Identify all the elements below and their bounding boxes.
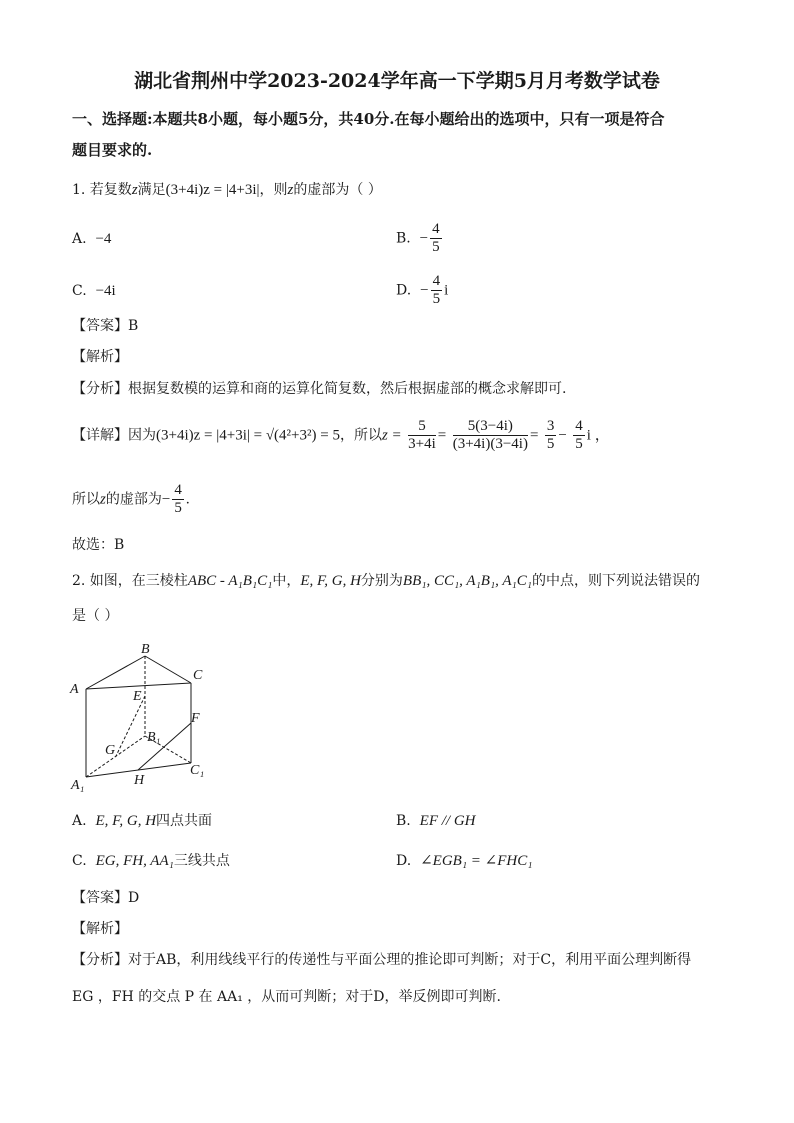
conclusion-sign: − (161, 491, 171, 508)
edge-a1b1 (86, 736, 145, 777)
q1-detail: 【详解】因为(3+4i)z = |4+3i| = √(4²+3²) = 5，所以z = $\frac{5}{3+4i}$ = $\frac{5(3-4i)}{(3+4i)(3-4i)}$ = $\frac{3}{5}$ − $\frac{4}{5}$ i ， (72, 418, 610, 452)
label-a1: A₁ (71, 778, 85, 793)
question-1-stem (72, 180, 382, 200)
option-math: EF // GH (419, 813, 476, 829)
option-label: A. (72, 231, 87, 247)
q2-points: E, F, G, H (300, 573, 361, 589)
q2-option-a[interactable] (72, 811, 212, 831)
q1-option-b[interactable] (396, 221, 444, 256)
q2-prism: ABC - A₁B₁C₁ (187, 573, 273, 589)
label-e: E (133, 689, 142, 704)
option-label: D. (396, 282, 412, 299)
q2-analysis-head: 【解析】 (72, 921, 128, 937)
label-h: H (134, 773, 145, 788)
q1-var: z (131, 182, 138, 198)
detail-z: z = (381, 427, 402, 444)
q1-suffix-b: 的虚部为（ ） (293, 182, 382, 198)
q1-option-c[interactable] (72, 281, 116, 301)
q2-mid2: 分别为 (360, 573, 403, 589)
q2-stem-cont: 是（ ） (72, 608, 119, 624)
detail-so: ，所以 (339, 427, 382, 444)
q2-mid: 中， (272, 573, 301, 589)
option-text: 四点共面 (156, 813, 213, 829)
q1-option-d[interactable] (396, 273, 448, 308)
detail-tail: i ， (586, 427, 610, 444)
q1-option-a[interactable] (72, 229, 111, 249)
conclusion-text: 所以 (72, 491, 100, 508)
page-title: 湖北省荆州中学2023-2024学年高一下学期5月月考数学试卷 (134, 70, 660, 92)
label-c: C (193, 668, 203, 683)
label-g: G (105, 743, 116, 758)
option-fraction: $\frac{4}{5}$ (432, 221, 440, 255)
q1-conclusion: 所以z的虚部为− $\frac{4}{5}$ . (72, 482, 190, 516)
option-fraction: $\frac{4}{5}$ (432, 273, 441, 307)
option-label: B. (396, 813, 411, 829)
q2-answer: 【答案】D (72, 890, 140, 906)
question-2-stem (72, 571, 700, 591)
q2-prefix: 2. 如图，在三棱柱 (72, 573, 188, 589)
fraction-4: $\frac{4}{5}$ (575, 418, 583, 452)
label-f: F (191, 711, 200, 726)
fraction-2: $\frac{5(3-4i)}{(3+4i)(3-4i)}$ (452, 418, 528, 452)
option-math: E, F, G, H (95, 813, 157, 829)
q2-option-b[interactable] (396, 811, 475, 831)
option-value: −4 (95, 231, 112, 247)
label-b1: B₁ (147, 730, 161, 745)
q1-mid: 满足 (137, 182, 166, 198)
q2-analysis-line2: EG ，FH 的交点 P 在 AA₁ ，从而可判断；对于D，举反例即可判断. (72, 989, 501, 1005)
option-label: D. (396, 853, 412, 869)
option-sign: − (420, 282, 429, 299)
edge-bc (145, 656, 191, 683)
segment-fh (138, 723, 191, 770)
q2-analysis-line1: 【分析】对于AB，利用线线平行的传递性与平面公理的推论即可判断；对于C，利用平面公理判断得 (72, 952, 692, 968)
option-sign: − (419, 230, 429, 247)
q1-var-2: z (287, 182, 294, 198)
q2-suffix: 的中点，则下列说法错误的 (531, 573, 700, 589)
edge-ab (86, 656, 145, 689)
section-heading: 一、选择题:本题共8小题，每小题5分，共40分.在每小题给出的选项中，只有一项是符合 (72, 110, 665, 128)
label-c1: C₁ (190, 763, 205, 778)
detail-label: 【详解】因为 (72, 427, 156, 444)
q1-analysis-head: 【解析】 (72, 349, 128, 365)
option-value: −4i (95, 283, 116, 299)
fraction-1: $\frac{5}{3+4i}$ (408, 418, 436, 452)
option-label: B. (396, 230, 411, 247)
option-label: C. (72, 283, 87, 299)
option-math: ∠EGB₁ = ∠FHC₁ (420, 853, 533, 869)
conclusion-var: z (100, 491, 106, 508)
segment-eg (116, 696, 145, 756)
q1-analysis: 【分析】根据复数模的运算和商的运算化简复数，然后根据虚部的概念求解即可. (72, 381, 567, 397)
q2-option-c[interactable] (72, 851, 230, 871)
conclusion-fraction: $\frac{4}{5}$ (174, 482, 182, 516)
q1-prefix: 1. 若复数 (72, 182, 132, 198)
q1-equation: (3+4i)z = |4+3i| (165, 182, 260, 198)
prism-figure (66, 638, 226, 796)
option-tail: i (444, 282, 449, 299)
q2-option-d[interactable] (396, 851, 532, 871)
option-math: EG, FH, AA₁ (95, 853, 174, 869)
option-text: 三线共点 (173, 853, 230, 869)
section-heading-cont: 题目要求的. (72, 141, 153, 159)
q1-final: 故选：B (72, 537, 125, 553)
q2-segments: BB₁, CC₁, A₁B₁, A₁C₁ (402, 573, 532, 589)
q1-suffix-a: ，则 (259, 182, 288, 198)
detail-equation: (3+4i)z = |4+3i| = √(4²+3²) = 5 (156, 427, 340, 444)
label-a: A (70, 682, 79, 697)
fraction-3: $\frac{3}{5}$ (546, 418, 555, 452)
option-label: C. (72, 853, 87, 869)
conclusion-text-2: 的虚部为 (105, 491, 162, 508)
label-b: B (141, 642, 150, 657)
option-label: A. (72, 813, 87, 829)
q1-answer: 【答案】B (72, 318, 139, 334)
